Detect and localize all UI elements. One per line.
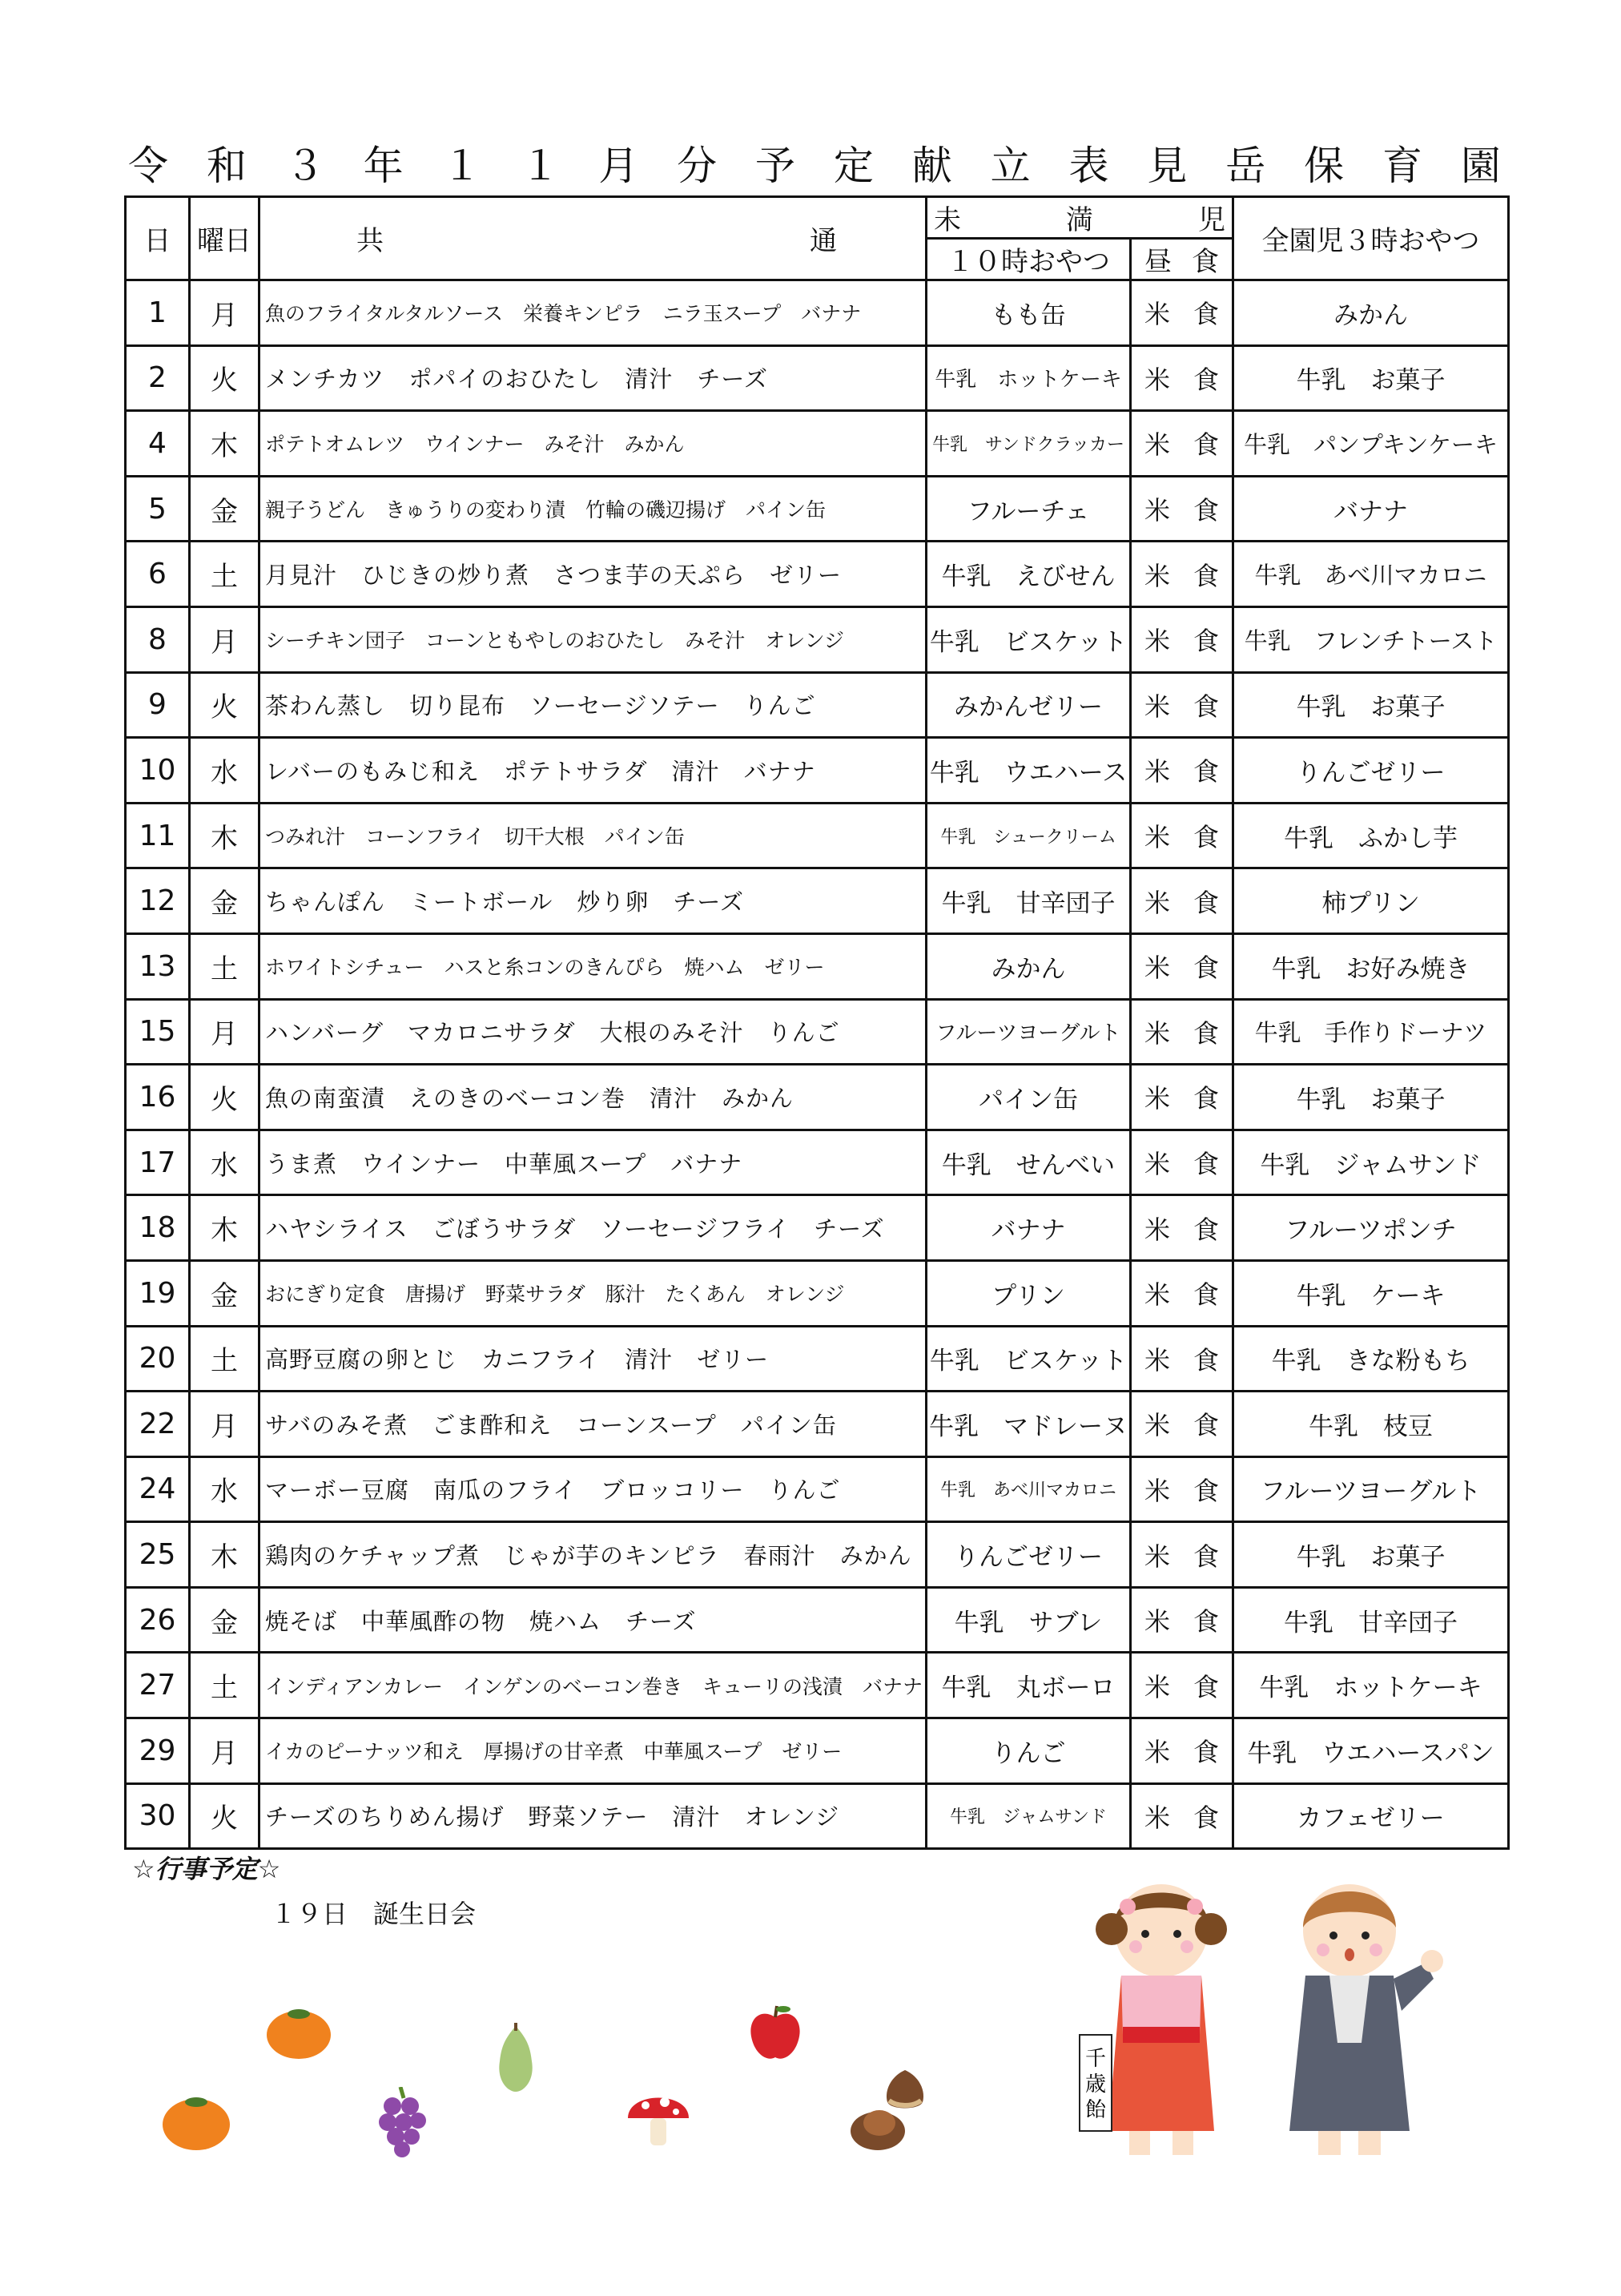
title-char: 立 [990,143,1031,189]
weekday-cell: 月 [190,999,259,1065]
title-char: 和 [206,143,247,189]
lunch-meal: 食 [1193,626,1219,657]
table-row [126,1456,1509,1522]
common-menu-cell: チーズのちりめん揚げ 野菜ソテー 清汁 オレンジ [259,1783,927,1849]
snack10-cell: 牛乳 甘辛団子 [927,868,1131,934]
snack10-cell: 牛乳 せんべい [927,1130,1131,1195]
snack3-cell: 牛乳 ウエハースパン [1233,1718,1509,1784]
day-cell: 9 [126,672,190,738]
common-menu-cell: おにぎり定食 唐揚げ 野菜サラダ 豚汁 たくあん オレンジ [259,1260,927,1326]
common-menu-cell: ハヤシライス ごぼうサラダ ソーセージフライ チーズ [259,1195,927,1261]
lunch-rice: 米 [1144,1149,1171,1180]
day-cell: 29 [126,1718,190,1784]
common-menu-cell: シーチキン団子 コーンともやしのおひたし みそ汁 オレンジ [259,606,927,672]
common-menu-cell: 魚のフライタルタルソース 栄養キンピラ ニラ玉スープ バナナ [259,280,927,346]
common-menu-cell: ハンバーグ マカロニサラダ 大根のみそ汁 りんご [259,999,927,1065]
weekday-cell: 水 [190,1130,259,1195]
title-char: 月 [598,143,639,189]
lunch-meal: 食 [1193,1214,1219,1245]
lunch-rice: 米 [1144,364,1171,395]
snack3-cell: フルーツポンチ [1233,1195,1509,1261]
day-cell: 17 [126,1130,190,1195]
table-row [126,672,1509,738]
weekday-cell: 火 [190,345,259,411]
common-menu-cell: 親子うどん きゅうりの変わり漬 竹輪の磯辺揚げ パイン缶 [259,476,927,542]
header-common-left: 共 [356,225,384,257]
title-char: 定 [833,143,874,189]
snack10-cell: 牛乳 シュークリーム [927,803,1131,868]
header-mimanji-1: 未 [934,204,961,236]
weekday-cell: 木 [190,411,259,477]
common-menu-cell: 鶏肉のケチャップ煮 じゃが芋のキンピラ 春雨汁 みかん [259,1522,927,1588]
snack10-cell: フルーチェ [927,476,1131,542]
title-char: 分 [677,143,718,189]
snack3-cell: 牛乳 甘辛団子 [1233,1587,1509,1653]
common-menu-cell: インディアンカレー インゲンのベーコン巻き キューリの浅漬 バナナ [259,1653,927,1718]
lunch-meal: 食 [1193,1149,1219,1180]
lunch-meal: 食 [1193,1083,1219,1114]
lunch-meal: 食 [1193,887,1219,918]
day-cell: 12 [126,868,190,934]
title-char: 令 [128,143,168,189]
lunch-rice: 米 [1144,887,1171,918]
common-menu-cell: マーボー豆腐 南瓜のフライ ブロッコリー りんご [259,1456,927,1522]
lunch-cell [1131,1065,1233,1130]
lunch-rice: 米 [1144,1214,1171,1245]
weekday-cell: 火 [190,672,259,738]
header-mimanji-3: 児 [1198,204,1225,236]
lunch-rice: 米 [1144,1083,1171,1114]
pear-illustration [490,2023,541,2093]
snack3-cell: バナナ [1233,476,1509,542]
snack3-cell: 牛乳 パンプキンケーキ [1233,411,1509,477]
snack3-cell: 牛乳 ホットケーキ [1233,1653,1509,1718]
lunch-rice: 米 [1144,756,1171,787]
lunch-cell [1131,1587,1233,1653]
lunch-rice: 米 [1144,1475,1171,1506]
snack3-cell: 牛乳 ジャムサンド [1233,1130,1509,1195]
weekday-cell: 月 [190,606,259,672]
weekday-cell: 金 [190,868,259,934]
persimmon-illustration [264,2003,333,2060]
lunch-rice: 米 [1144,1606,1171,1637]
snack10-cell: りんご [927,1718,1131,1784]
snack10-cell: 牛乳 丸ボーロ [927,1653,1131,1718]
snack3-cell: りんごゼリー [1233,738,1509,804]
lunch-cell [1131,1456,1233,1522]
apple-illustration [746,2003,804,2064]
weekday-cell: 木 [190,1522,259,1588]
lunch-rice: 米 [1144,1737,1171,1768]
table-row [126,803,1509,868]
snack3-cell: 牛乳 お菓子 [1233,672,1509,738]
chitose-sign-1: 千 [1084,2047,1107,2071]
weekday-cell: 木 [190,1195,259,1261]
title-char: 園 [1460,143,1501,189]
day-cell: 13 [126,933,190,999]
header-common-right: 通 [810,225,837,257]
header-dow: 曜日 [190,197,259,280]
common-menu-cell: 茶わん蒸し 切り昆布 ソーセージソテー りんご [259,672,927,738]
snack10-cell: みかんゼリー [927,672,1131,738]
day-cell: 22 [126,1392,190,1457]
day-cell: 6 [126,542,190,607]
lunch-rice: 米 [1144,299,1171,330]
common-menu-cell: レバーのもみじ和え ポテトサラダ 清汁 バナナ [259,738,927,804]
snack10-cell: フルーツヨーグルト [927,999,1131,1065]
chestnut-burr-illustration [847,2099,908,2153]
snack3-cell: フルーツヨーグルト [1233,1456,1509,1522]
title-char: 保 [1304,143,1345,189]
lunch-rice: 米 [1144,691,1171,722]
snack3-cell: 牛乳 お菓子 [1233,1065,1509,1130]
common-menu-cell: 焼そば 中華風酢の物 焼ハム チーズ [259,1587,927,1653]
lunch-meal: 食 [1193,1475,1219,1506]
snack3-cell: 牛乳 フレンチトースト [1233,606,1509,672]
snack3-cell: 柿プリン [1233,868,1509,934]
lunch-meal: 食 [1193,1802,1219,1833]
snack10-cell: バナナ [927,1195,1131,1261]
header-lunch [1131,239,1233,280]
day-cell: 20 [126,1326,190,1392]
header-snack10: １０時おやつ [927,239,1131,280]
snack3-cell: 牛乳 きな粉もち [1233,1326,1509,1392]
common-menu-cell: メンチカツ ポパイのおひたし 清汁 チーズ [259,345,927,411]
day-cell: 25 [126,1522,190,1588]
weekday-cell: 金 [190,476,259,542]
table-row [126,1587,1509,1653]
common-menu-cell: ホワイトシチュー ハスと糸コンのきんぴら 焼ハム ゼリー [259,933,927,999]
lunch-cell [1131,1195,1233,1261]
weekday-cell: 土 [190,1326,259,1392]
title-char: 献 [911,143,952,189]
day-cell: 8 [126,606,190,672]
lunch-meal: 食 [1193,691,1219,722]
day-cell: 4 [126,411,190,477]
lunch-cell [1131,345,1233,411]
lunch-rice: 米 [1144,495,1171,526]
lunch-rice: 米 [1144,1017,1171,1049]
lunch-cell [1131,999,1233,1065]
lunch-meal: 食 [1193,299,1219,330]
children-illustration [1073,1867,1458,2171]
lunch-rice: 米 [1144,560,1171,591]
table-row [126,738,1509,804]
title-char: 表 [1068,143,1109,189]
lunch-cell [1131,1326,1233,1392]
lunch-meal: 食 [1193,822,1219,853]
weekday-cell: 火 [190,1065,259,1130]
header-snack3: 全園児３時おやつ [1233,197,1509,280]
weekday-cell: 月 [190,1718,259,1784]
table-row [126,1065,1509,1130]
snack10-cell: パイン缶 [927,1065,1131,1130]
snack10-cell: 牛乳 えびせん [927,542,1131,607]
header-common [259,197,927,280]
weekday-cell: 土 [190,933,259,999]
title-char: １ [520,143,561,189]
table-row [126,1522,1509,1588]
lunch-rice: 米 [1144,626,1171,657]
lunch-cell [1131,672,1233,738]
snack10-cell: 牛乳 サンドクラッカー [927,411,1131,477]
day-cell: 10 [126,738,190,804]
lunch-cell [1131,280,1233,346]
table-row [126,999,1509,1065]
title-char: ３ [284,143,325,189]
lunch-meal: 食 [1193,1279,1219,1311]
table-row [126,1392,1509,1457]
day-cell: 18 [126,1195,190,1261]
lunch-cell [1131,1653,1233,1718]
table-row [126,1195,1509,1261]
lunch-meal: 食 [1193,1017,1219,1049]
header-lunch-1: 昼 [1144,246,1172,278]
persimmon-illustration-2 [160,2091,232,2152]
lunch-rice: 米 [1144,1344,1171,1376]
lunch-meal: 食 [1193,1344,1219,1376]
title-char: 年 [363,143,404,189]
title-char: １ [441,143,482,189]
table-row [126,1130,1509,1195]
lunch-rice: 米 [1144,1802,1171,1833]
table-row [126,1653,1509,1718]
grape-illustration [376,2087,428,2159]
event-item: １９日 誕生日会 [271,1899,477,1929]
lunch-meal: 食 [1193,429,1219,461]
common-menu-cell: サバのみそ煮 ごま酢和え コーンスープ パイン缶 [259,1392,927,1457]
snack3-cell: 牛乳 手作りドーナツ [1233,999,1509,1065]
snack10-cell: 牛乳 あべ川マカロニ [927,1456,1131,1522]
lunch-cell [1131,1783,1233,1849]
snack10-cell: 牛乳 ジャムサンド [927,1783,1131,1849]
lunch-meal: 食 [1193,953,1219,984]
snack3-cell: 牛乳 お菓子 [1233,345,1509,411]
snack3-cell: 牛乳 ふかし芋 [1233,803,1509,868]
snack3-cell: 牛乳 ケーキ [1233,1260,1509,1326]
snack10-cell: プリン [927,1260,1131,1326]
snack10-cell: みかん [927,933,1131,999]
snack3-cell: カフェゼリー [1233,1783,1509,1849]
lunch-rice: 米 [1144,1279,1171,1311]
weekday-cell: 水 [190,738,259,804]
lunch-meal: 食 [1193,495,1219,526]
table-row [126,868,1509,934]
day-cell: 30 [126,1783,190,1849]
lunch-cell [1131,868,1233,934]
snack10-cell: 牛乳 ホットケーキ [927,345,1131,411]
lunch-cell [1131,542,1233,607]
table-row [126,606,1509,672]
lunch-rice: 米 [1144,822,1171,853]
page-title [126,135,1503,191]
table-row [126,1783,1509,1849]
snack3-cell: 牛乳 お好み焼き [1233,933,1509,999]
lunch-cell [1131,476,1233,542]
snack10-cell: 牛乳 サブレ [927,1587,1131,1653]
lunch-cell [1131,1522,1233,1588]
table-row [126,476,1509,542]
weekday-cell: 土 [190,542,259,607]
common-menu-cell: ポテトオムレツ ウインナー みそ汁 みかん [259,411,927,477]
weekday-cell: 土 [190,1653,259,1718]
snack10-cell: 牛乳 マドレーヌ [927,1392,1131,1457]
lunch-meal: 食 [1193,756,1219,787]
weekday-cell: 木 [190,803,259,868]
lunch-meal: 食 [1193,364,1219,395]
lunch-meal: 食 [1193,1606,1219,1637]
weekday-cell: 火 [190,1783,259,1849]
mushroom-illustration [623,2083,694,2153]
menu-table [124,195,1510,1850]
lunch-cell [1131,1718,1233,1784]
table-row [126,1326,1509,1392]
snack10-cell: りんごゼリー [927,1522,1131,1588]
snack10-cell: 牛乳 ビスケット [927,1326,1131,1392]
lunch-rice: 米 [1144,1410,1171,1441]
header-mimanji [927,197,1233,239]
snack10-cell: 牛乳 ウエハース [927,738,1131,804]
common-menu-cell: イカのピーナッツ和え 厚揚げの甘辛煮 中華風スープ ゼリー [259,1718,927,1784]
title-char: 岳 [1225,143,1266,189]
lunch-cell [1131,411,1233,477]
lunch-cell [1131,1260,1233,1326]
lunch-cell [1131,933,1233,999]
common-menu-cell: つみれ汁 コーンフライ 切干大根 パイン缶 [259,803,927,868]
lunch-cell [1131,1392,1233,1457]
weekday-cell: 月 [190,280,259,346]
day-cell: 5 [126,476,190,542]
day-cell: 27 [126,1653,190,1718]
table-row [126,542,1509,607]
lunch-meal: 食 [1193,560,1219,591]
day-cell: 24 [126,1456,190,1522]
header-lunch-2: 食 [1192,246,1219,278]
lunch-rice: 米 [1144,1671,1171,1702]
snack3-cell: 牛乳 あべ川マカロニ [1233,542,1509,607]
common-menu-cell: 高野豆腐の卵とじ カニフライ 清汁 ゼリー [259,1326,927,1392]
lunch-meal: 食 [1193,1541,1219,1572]
lunch-rice: 米 [1144,953,1171,984]
day-cell: 26 [126,1587,190,1653]
chitose-sign-2: 歳 [1084,2072,1107,2097]
snack3-cell: 牛乳 お菓子 [1233,1522,1509,1588]
common-menu-cell: ちゃんぽん ミートボール 炒り卵 チーズ [259,868,927,934]
day-cell: 2 [126,345,190,411]
day-cell: 19 [126,1260,190,1326]
weekday-cell: 金 [190,1587,259,1653]
title-char: 予 [755,143,795,189]
lunch-meal: 食 [1193,1410,1219,1441]
lunch-meal: 食 [1193,1737,1219,1768]
chitose-sign-3: 飴 [1084,2098,1107,2122]
snack3-cell: 牛乳 枝豆 [1233,1392,1509,1457]
weekday-cell: 月 [190,1392,259,1457]
table-row [126,411,1509,477]
header-day: 日 [126,197,190,280]
lunch-cell [1131,803,1233,868]
weekday-cell: 金 [190,1260,259,1326]
table-row [126,1260,1509,1326]
common-menu-cell: 魚の南蛮漬 えのきのベーコン巻 清汁 みかん [259,1065,927,1130]
lunch-meal: 食 [1193,1671,1219,1702]
lunch-rice: 米 [1144,429,1171,461]
common-menu-cell: うま煮 ウインナー 中華風スープ バナナ [259,1130,927,1195]
lunch-rice: 米 [1144,1541,1171,1572]
common-menu-cell: 月見汁 ひじきの炒り煮 さつま芋の天ぷら ゼリー [259,542,927,607]
day-cell: 16 [126,1065,190,1130]
lunch-cell [1131,738,1233,804]
lunch-cell [1131,606,1233,672]
snack10-cell: 牛乳 ビスケット [927,606,1131,672]
title-char: 見 [1147,143,1188,189]
title-char: 育 [1382,143,1422,189]
table-row [126,933,1509,999]
day-cell: 15 [126,999,190,1065]
table-row [126,345,1509,411]
table-row [126,1718,1509,1784]
weekday-cell: 水 [190,1456,259,1522]
day-cell: 1 [126,280,190,346]
day-cell: 11 [126,803,190,868]
snack3-cell: みかん [1233,280,1509,346]
table-row [126,280,1509,346]
snack10-cell: もも缶 [927,280,1131,346]
events-title: ☆行事予定☆ [132,1854,281,1884]
lunch-cell [1131,1130,1233,1195]
header-mimanji-2: 満 [1066,204,1093,236]
